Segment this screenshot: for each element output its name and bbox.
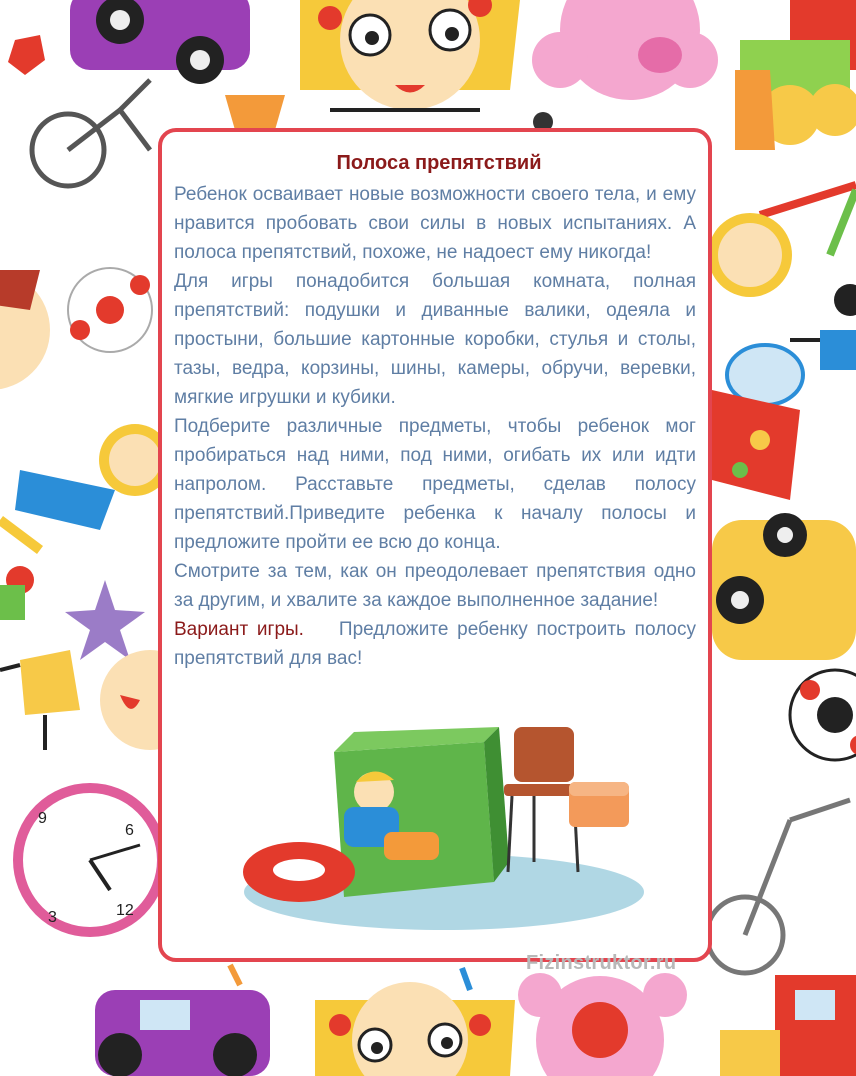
svg-text:6: 6 (125, 822, 134, 839)
paragraph-intro: Ребенок осваивает новые возможности своего тела, и ему нравится пробовать свои силы в новых испытаниях. А полоса препятствий, похоже, не надоест ему никогда! (174, 184, 696, 263)
svg-text:12: 12 (116, 902, 134, 919)
paragraph-variant (174, 615, 696, 673)
star-icon (65, 580, 145, 660)
obstacle-course-illustration (234, 722, 654, 942)
boy-face-icon (0, 270, 50, 390)
girl-doll-icon (300, 0, 520, 110)
paragraph-praise: Смотрите за тем, как он преодолевает препятствия одно за другим, и хвалите за каждое выполненное задание! (174, 561, 696, 611)
content-card (158, 128, 712, 962)
toy-train-icon (735, 0, 856, 150)
soccer-ball-icon (68, 268, 152, 352)
svg-text:3: 3 (48, 909, 57, 926)
rag-doll-icon (708, 213, 792, 297)
toy-train-icon (720, 975, 856, 1076)
girl-doll-icon (315, 982, 515, 1076)
stick-figure-icon (790, 284, 856, 370)
bicycle-icon (32, 80, 150, 186)
card-body (174, 180, 696, 673)
soccer-ball-icon (790, 670, 856, 760)
site-watermark: Fizinstruktor.ru (526, 952, 677, 974)
toy-car-icon (70, 0, 250, 84)
paragraph-materials: Для игры понадобится большая комната, полная препятствий: подушки и диванные валики, одеяла и простыни, большие картонные коробки, стулья и столы, тазы, ведра, корзины, шины, камеры, обручи, веревки, мягкие игрушки и кубики. (174, 271, 696, 408)
variant-text: Предложите ребенку построить полосу препятствий для вас! (174, 619, 696, 669)
stick-figure-icon (0, 650, 80, 750)
variant-label: Вариант игры. (174, 619, 304, 640)
card-title: Полоса препятствий (336, 152, 542, 174)
teddy-bear-icon (518, 973, 687, 1076)
toy-car-icon (95, 990, 270, 1076)
clock-icon (18, 788, 162, 932)
rag-doll-icon (0, 424, 171, 550)
bicycle-icon (707, 800, 850, 973)
svg-text:9: 9 (38, 810, 47, 827)
paragraph-setup: Подберите различные предметы, чтобы ребенок мог пробираться над ними, под ними, огибать их или идти напролом. Расставьте предметы, сделав полосу препятствий.Приведите ребенка к началу полосы и предложите пройти ее всю до конца. (174, 416, 696, 553)
yellow-car-icon (712, 513, 856, 660)
teddy-bear-icon (532, 0, 718, 100)
